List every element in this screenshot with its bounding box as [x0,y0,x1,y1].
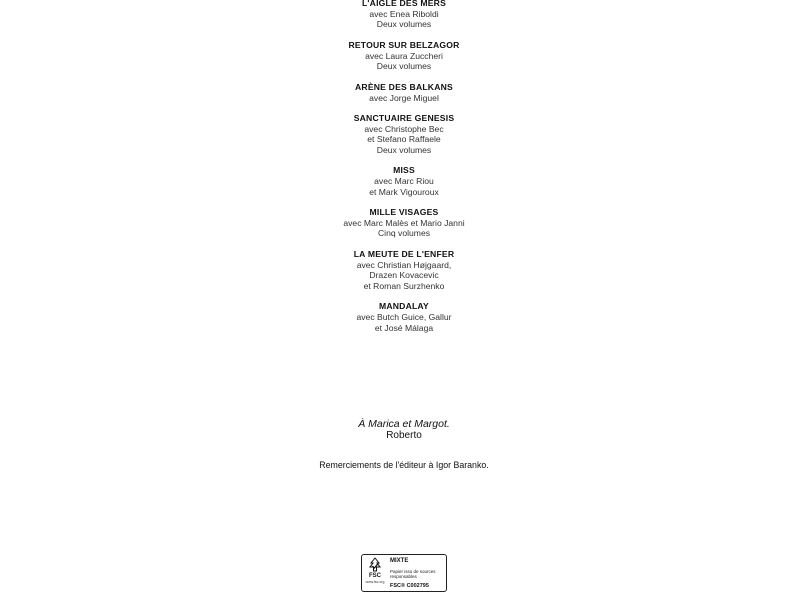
work-title: MILLE VISAGES [369,207,439,218]
publisher-thanks: Remerciements de l'éditeur à Igor Baranko. [319,460,489,470]
work-title: ARÈNE DES BALKANS [355,81,453,92]
work-entry [0,301,800,333]
work-credit-line: avec Christophe Bec [364,124,444,135]
work-credit-line: et Roman Surzhenko [363,280,445,291]
fsc-tree-checkmark-icon [367,557,383,573]
work-credit-line: Deux volumes [376,61,432,72]
fsc-code: FSC® C002795 [390,583,429,589]
work-credit-line: avec Laura Zuccheri [365,50,443,61]
work-entry [0,249,800,291]
work-credit-line: avec Christian Højgaard, [356,259,452,270]
fsc-logo [362,555,388,591]
work-title: MISS [393,165,415,176]
work-entry [0,82,800,103]
fsc-logo-url: www.fsc.org [365,580,385,584]
work-title: MANDALAY [379,301,429,312]
work-credit-line: et Mark Vigouroux [369,186,439,197]
work-entry [0,0,800,30]
work-title: RETOUR SUR BELZAGOR [348,39,460,50]
work-credit-line: avec Enea Riboldi [369,9,439,19]
dedication-text: À Marica et Margot. [358,418,450,430]
work-entry [0,40,800,72]
work-credit-line: et Stefano Raffaele [367,134,441,145]
work-credit-line: Deux volumes [376,19,432,30]
work-entry [0,113,800,155]
work-credit-line: Cinq volumes [377,228,431,239]
work-credit-line: avec Marc Malès et Mario Janni [343,218,465,229]
work-title: L'AIGLE DES MERS [361,0,447,8]
work-credit-line: Drazen Kovacevic [369,270,439,281]
work-credit-line: avec Jorge Miguel [369,92,439,103]
fsc-logo-label: FSC [369,573,381,579]
work-credit-line: et José Málaga [374,322,434,333]
work-entry [0,165,800,197]
work-credit-line: avec Butch Guice, Gallur [356,312,452,323]
work-title: SANCTUAIRE GENESIS [353,113,455,124]
fsc-description: Papier issu de sources responsables [390,569,436,579]
work-credit-line: avec Marc Riou [374,176,434,187]
work-entry [0,207,800,239]
work-title: LA MEUTE DE L'ENFER [353,248,455,259]
dedication [0,418,800,442]
fsc-text-block [388,555,446,591]
fsc-label [361,554,447,592]
fsc-mix-label: MIXTE [390,558,409,564]
dedication-signature: Roberto [386,430,422,441]
work-credit-line: Deux volumes [376,144,432,155]
